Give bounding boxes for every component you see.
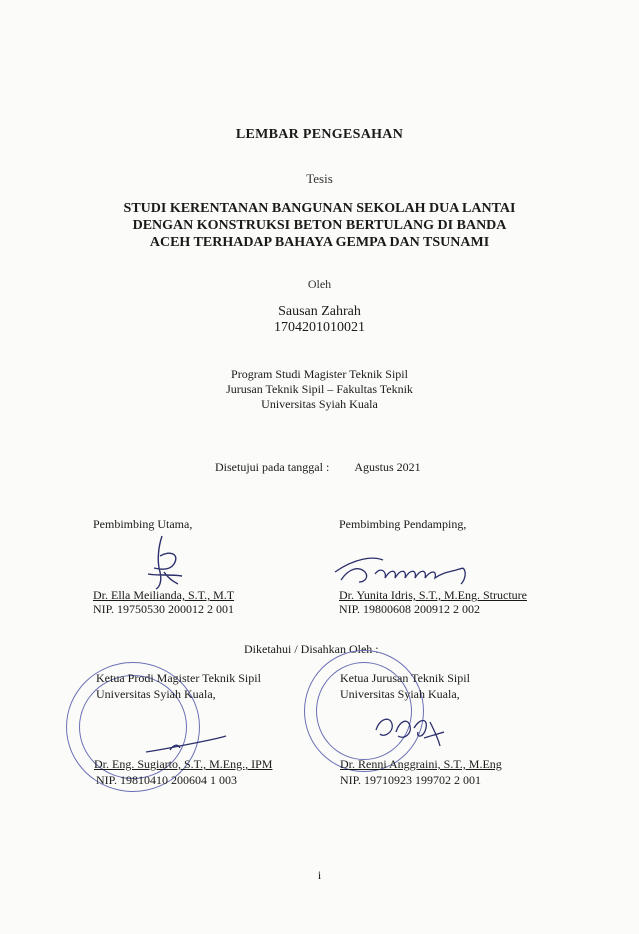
approval-date: Agustus 2021 xyxy=(354,460,421,474)
author-id: 1704201010021 xyxy=(274,320,365,335)
page-number: i xyxy=(317,868,322,882)
by-label: Oleh xyxy=(307,277,332,291)
thesis-title-line: ACEH TERHADAP BAHAYA GEMPA DAN TSUNAMI xyxy=(149,235,490,250)
co-supervisor-role: Pembimbing Pendamping, xyxy=(339,517,467,531)
main-supervisor-nip: NIP. 19750530 200012 2 001 xyxy=(93,602,235,616)
acknowledged-label: Diketahui / Disahkan Oleh : xyxy=(244,642,379,656)
main-supervisor-name: Dr. Ella Meilianda, S.T., M.T xyxy=(93,588,235,602)
left-official-signature xyxy=(140,720,230,760)
document-type: Tesis xyxy=(306,171,333,186)
author-name: Sausan Zahrah xyxy=(278,304,361,319)
left-official-role: Ketua Prodi Magister Teknik Sipil xyxy=(96,671,261,685)
thesis-title-line: DENGAN KONSTRUKSI BETON BERTULANG DI BANDA xyxy=(132,218,507,233)
left-official-institution: Universitas Syiah Kuala, xyxy=(96,687,216,701)
program-block xyxy=(0,367,639,412)
program-line: Universitas Syiah Kuala xyxy=(261,397,378,411)
co-supervisor-name: Dr. Yunita Idris, S.T., M.Eng. Structure xyxy=(339,588,527,602)
program-line: Jurusan Teknik Sipil – Fakultas Teknik xyxy=(226,382,413,396)
page-heading: LEMBAR PENGESAHAN xyxy=(235,127,404,142)
right-official-role: Ketua Jurusan Teknik Sipil xyxy=(340,671,470,685)
thesis-title-line: STUDI KERENTANAN BANGUNAN SEKOLAH DUA LANTAI xyxy=(123,201,516,216)
main-supervisor-signature xyxy=(140,532,190,592)
left-official-nip: NIP. 19810410 200604 1 003 xyxy=(96,773,238,787)
right-official-name: Dr. Renni Anggraini, S.T., M.Eng xyxy=(340,757,502,771)
program-line: Program Studi Magister Teknik Sipil xyxy=(231,367,408,381)
right-official-nip: NIP. 19710923 199702 2 001 xyxy=(340,773,482,787)
thesis-title xyxy=(0,200,639,251)
approval-date-row xyxy=(215,460,421,475)
main-supervisor-role: Pembimbing Utama, xyxy=(93,517,193,531)
right-official-institution: Universitas Syiah Kuala, xyxy=(340,687,460,701)
approval-date-label: Disetujui pada tanggal : xyxy=(215,460,330,474)
co-supervisor-nip: NIP. 19800608 200912 2 002 xyxy=(339,602,481,616)
co-supervisor-signature xyxy=(325,550,495,590)
left-official-name: Dr. Eng. Sugiarto, S.T., M.Eng., IPM xyxy=(94,757,273,771)
right-official-signature xyxy=(368,708,448,752)
